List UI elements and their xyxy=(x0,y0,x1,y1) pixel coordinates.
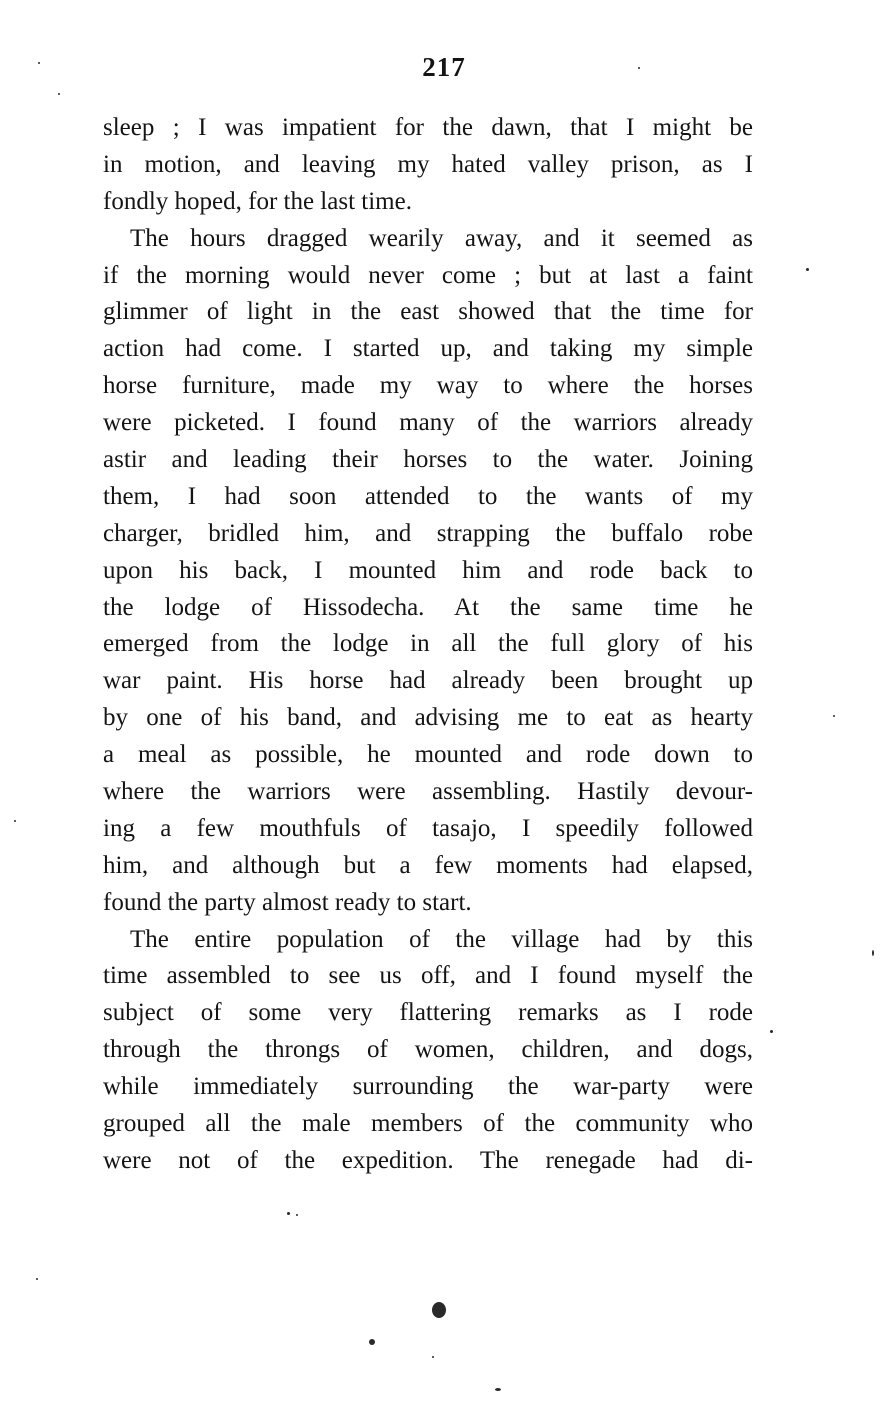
text-line: time assembled to see us off, and I found myself the xyxy=(103,962,753,990)
ink-speck xyxy=(806,268,809,271)
text-line: were not of the expedition. The renegade had di- xyxy=(103,1146,753,1174)
text-line: ing a few mouthfuls of tasajo, I speedily followed xyxy=(103,814,753,842)
text-line: by one of his band, and advising me to eat as hearty xyxy=(103,704,753,732)
ink-speck xyxy=(369,1339,375,1345)
text-line: charger, bridled him, and strapping the buffalo robe xyxy=(103,519,753,547)
ink-speck xyxy=(296,1214,298,1216)
text-line: The hours dragged wearily away, and it seemed as xyxy=(130,224,753,252)
ink-blot xyxy=(432,1302,446,1318)
ink-speck xyxy=(14,820,16,822)
text-line: where the warriors were assembling. Hastily devour- xyxy=(103,778,753,806)
text-line: them, I had soon attended to the wants of my xyxy=(103,482,753,510)
paragraph-1 xyxy=(103,110,753,221)
text-line: glimmer of light in the east showed that the time for xyxy=(103,298,753,326)
text-line: the lodge of Hissodecha. At the same time he xyxy=(103,593,753,621)
ink-speck xyxy=(872,950,874,956)
text-line: in motion, and leaving my hated valley prison, as I xyxy=(103,150,753,178)
text-line: a meal as possible, he mounted and rode down to xyxy=(103,741,753,769)
text-line: if the morning would never come ; but at last a faint xyxy=(103,261,753,289)
page-number: 217 xyxy=(422,52,466,82)
text-line: him, and although but a few moments had elapsed, xyxy=(103,851,753,879)
text-line: emerged from the lodge in all the full glory of his xyxy=(103,630,753,658)
text-line: grouped all the male members of the community who xyxy=(103,1110,753,1138)
ink-speck xyxy=(38,62,40,64)
text-line: fondly hoped, for the last time. xyxy=(103,187,412,215)
text-line: war paint. His horse had already been brought up xyxy=(103,667,753,695)
text-line: found the party almost ready to start. xyxy=(103,888,472,916)
text-line: astir and leading their horses to the water. Joining xyxy=(103,446,753,474)
ink-speck xyxy=(287,1212,290,1215)
paragraph-3 xyxy=(103,922,753,1180)
ink-speck xyxy=(432,1356,434,1358)
ink-speck xyxy=(495,1388,501,1391)
body-text xyxy=(103,110,753,1180)
text-line: subject of some very flattering remarks as I rode xyxy=(103,999,753,1027)
text-line: were picketed. I found many of the warriors already xyxy=(103,409,753,437)
text-line: sleep ; I was impatient for the dawn, that I might be xyxy=(103,114,753,141)
text-line: while immediately surrounding the war-party were xyxy=(103,1073,753,1101)
ink-speck xyxy=(638,67,640,69)
ink-speck xyxy=(58,93,60,95)
text-line: horse furniture, made my way to where the horses xyxy=(103,372,753,400)
text-line: upon his back, I mounted him and rode back to xyxy=(103,556,753,584)
paragraph-2 xyxy=(103,221,753,922)
ink-speck xyxy=(833,715,835,717)
text-line: through the throngs of women, children, and dogs, xyxy=(103,1036,753,1064)
text-line: action had come. I started up, and taking my simple xyxy=(103,335,753,363)
text-line: The entire population of the village had by this xyxy=(130,925,753,953)
ink-speck xyxy=(36,1278,38,1280)
ink-speck xyxy=(770,1030,773,1033)
